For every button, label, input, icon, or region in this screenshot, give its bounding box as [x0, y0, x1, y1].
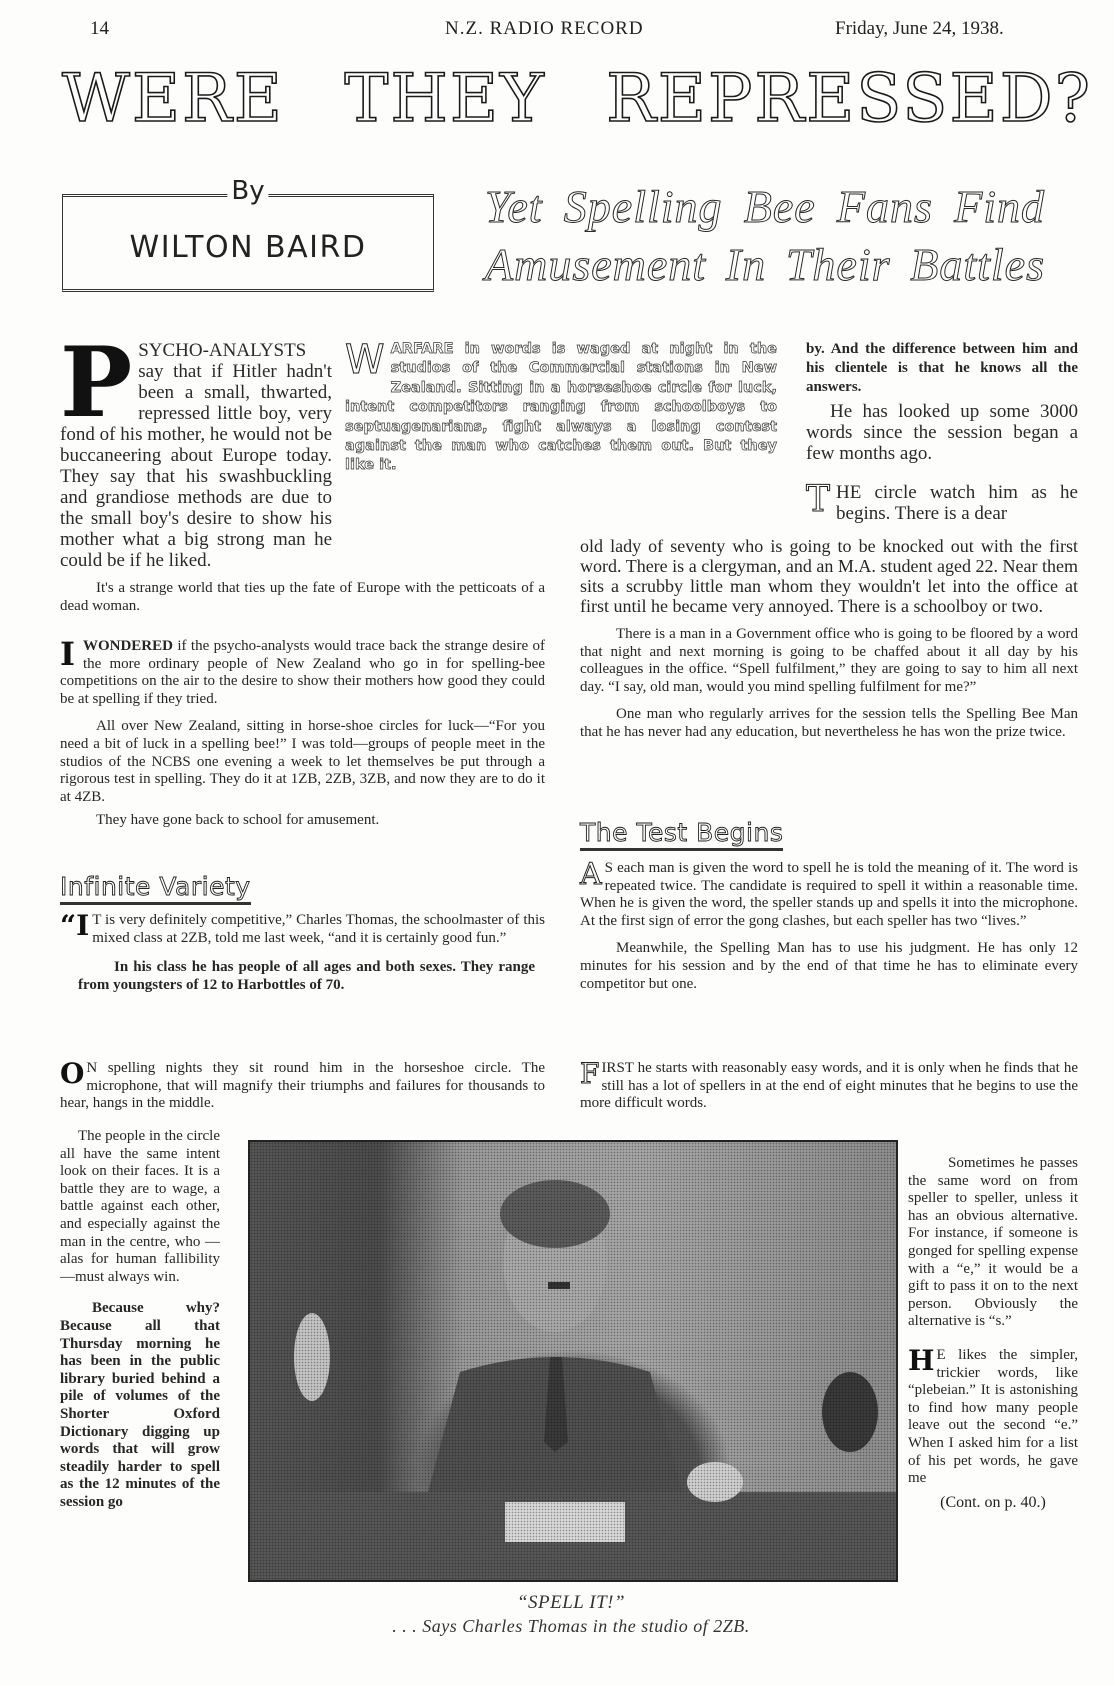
photo-figure-illustration [250, 1142, 896, 1580]
standfirst [345, 337, 777, 476]
dropcap-o: O [60, 1057, 85, 1090]
right-para-4: There is a man in a Government office who is going to be floored by a word that night and next morning is going to be chaffed about it all day by his colleagues in the office. “Spell fulfilment,” they are going to say to him all next day. “I say, old man, would you mind spelling fulfilment for me?” [580, 626, 1078, 695]
bottom-left-para-1: N spelling nights they sit round him in the horseshoe circle. The microphone, that will magnify their triumphs and failures for thousands to hear, hangs in the middle. [60, 1060, 545, 1112]
continued-note: (Cont. on p. 40.) [940, 1493, 1046, 1511]
bottom-left-para-3: Because why? Because all that Thursday morning he has been in the public library buried behind a pile of volumes of the Shorter Oxford Dictionary digging up words that will grow steadily harder to spell as the 12 minutes of the session go [60, 1300, 220, 1510]
right-mid-column [580, 536, 1078, 742]
caption-line-2: . . . Says Charles Thomas in the studio of 2ZB. [392, 1616, 750, 1636]
intro-paragraph-2 [60, 580, 545, 615]
bottom-left-para-2: The people in the circle all have the same intent look on their faces. It is a battle they are to wage, a battle against each other, and especially against the man in the centre, who — alas for human fallibility—must always win. [60, 1128, 220, 1285]
infinite-para-2: In his class he has people of all ages and both sexes. They range from youngsters of 12 to Harbottles of 70. [78, 959, 535, 993]
right-para-3-rest: old lady of seventy who is going to be knocked out with the first word. There is a clergyman, and an M.A. student aged 22. Near them sits a scrubby little man whom they wouldn't let into the office at first until he became very annoyed. There is a schoolboy or two. [580, 536, 1078, 616]
right-top-column [806, 340, 1078, 524]
photo-caption [248, 1592, 894, 1637]
right-para-5: One man who regularly arrives for the session tells the Spelling Bee Man that he has never had any education, but nevertheless he has won the prize twice. [580, 706, 1078, 740]
left-mid-column [60, 635, 545, 830]
dropcap-quote-i: “I [60, 909, 90, 942]
dropcap-f: F [580, 1057, 600, 1090]
dropcap-p: P [60, 326, 133, 439]
byline-author: WILTON BAIRD [129, 230, 367, 265]
byline-label: By [227, 176, 268, 206]
intro-paragraph [60, 326, 332, 571]
byline-box [62, 176, 434, 292]
dropcap-w: W [345, 337, 385, 383]
subheadline-line-2: Amusement In Their Battles [485, 238, 1045, 290]
page-number: 14 [90, 18, 109, 39]
right-para-1: by. And the difference between him and his clientele is that he knows all the answers. [806, 341, 1078, 395]
dropcap-t: T [806, 479, 831, 520]
right-para-2: He has looked up some 3000 words since the session began a few months ago. [806, 401, 1078, 464]
issue-date: Friday, June 24, 1938. [835, 18, 1004, 39]
intro-lead-caps: SYCHO-ANALYSTS [138, 340, 307, 361]
test-begins-heading: The Test Begins [580, 818, 783, 851]
left-mid-para-1: if the psycho-analysts would trace back the strange desire of the more ordinary people of New Zealand who go in for spelling-bee competitions on the air to the desire to show their mothers how good they could be at spelling if they tried. [60, 638, 545, 707]
photo-charles-thomas [248, 1140, 898, 1582]
right-para-3-lead-text: HE circle watch him as he begins. There is a dear [836, 482, 1078, 524]
bottom-right-intro [580, 1057, 1078, 1113]
bottom-right-para-1: IRST he starts with reasonably easy words, and it is only when he finds that he still has a lot of spellers in at the end of eight minutes that he begins to use the more difficult words. [580, 1060, 1078, 1112]
bottom-left-intro [60, 1057, 545, 1113]
bottom-left-narrow-column [60, 1128, 220, 1511]
infinite-variety-heading: Infinite Variety [60, 872, 251, 905]
right-para-3-lead [806, 479, 1078, 524]
bottom-right-para-2: Sometimes he passes the same word on from speller to speller, unless it has an obvious alternative. For instance, if someone is gonged for spelling expense with a “e,” it would be a gift to pass it on to the next person. Obviously the alternative is “s.” [908, 1155, 1078, 1330]
left-mid-para-2: All over New Zealand, sitting in horse-shoe circles for luck—“For you need a bit of luck in a spelling bee!” I was told—groups of people meet in the studios of the NCBS one evening a week to let themselves be put through a rigorous test in spelling. They do it at 1ZB, 2ZB, 3ZB, and now they are to do it at 4ZB. [60, 718, 545, 805]
caption-line-1: “SPELL IT!” [516, 1592, 626, 1613]
infinite-variety-body [60, 909, 545, 994]
wondered-lead-caps: WONDERED [82, 638, 173, 654]
dropcap-a: A [580, 857, 602, 892]
section-heading-infinite-variety [60, 872, 251, 905]
infinite-para-1: T is very definitely competitive,” Charles Thomas, the schoolmaster of this mixed class at 2ZB, told me last week, “and it is certainly good fun.” [92, 912, 545, 946]
intro-para-2-text: It's a strange world that ties up the fate of Europe with the petticoats of a dead woman. [60, 580, 545, 614]
subheadline [485, 178, 1045, 293]
dropcap-i: I [60, 635, 75, 673]
test-para-2: Meanwhile, the Spelling Man has to use his judgment. He has only 12 minutes for his session and by the end of that time he has to eliminate every competitor but one. [580, 940, 1078, 992]
bottom-right-para-3-text: E likes the simpler, trickier words, like “plebeian.” It is astonishing to find how many people leave out the second “e.” When I asked him for a list of his pet words, he gave me [908, 1346, 1078, 1487]
publication-name: N.Z. RADIO RECORD [445, 18, 644, 39]
headline: WERE THEY REPRESSED? [62, 60, 1092, 137]
intro-text: say that if Hitler hadn't been a small, thwarted, repressed little boy, very fond of his mother, he would not be buccaneering about Europe today. They say that his swashbuckling and grandiose methods are due to the small boy's desire to show his mother what a big strong man he could be if he liked. [60, 361, 332, 571]
test-para-1: S each man is given the word to spell he is told the meaning of it. The word is repeated twice. The candidate is required to spell it within a reasonable time. When he is given the word, the speller stands up and spells it into the microphone. At the first sign of error the gong clashes, but each speller has two “lives.” [580, 860, 1078, 929]
section-heading-test-begins [580, 818, 783, 851]
standfirst-text: ARFARE in words is waged at night in the studios of the Commercial stations in New Zealand. Sitting in a horseshoe circle for luck, intent competitors ranging from schoolboys to septuagenarians, fight always a losing contest against the man who catches them out. But they like it. [345, 341, 777, 474]
dropcap-h: H [908, 1343, 935, 1377]
left-mid-para-3: They have gone back to school for amusement. [96, 812, 380, 829]
bottom-right-narrow-column [908, 1155, 1078, 1511]
test-begins-body [580, 857, 1078, 993]
bottom-right-para-3 [908, 1343, 1078, 1488]
subheadline-line-1: Yet Spelling Bee Fans Find [485, 181, 1045, 232]
